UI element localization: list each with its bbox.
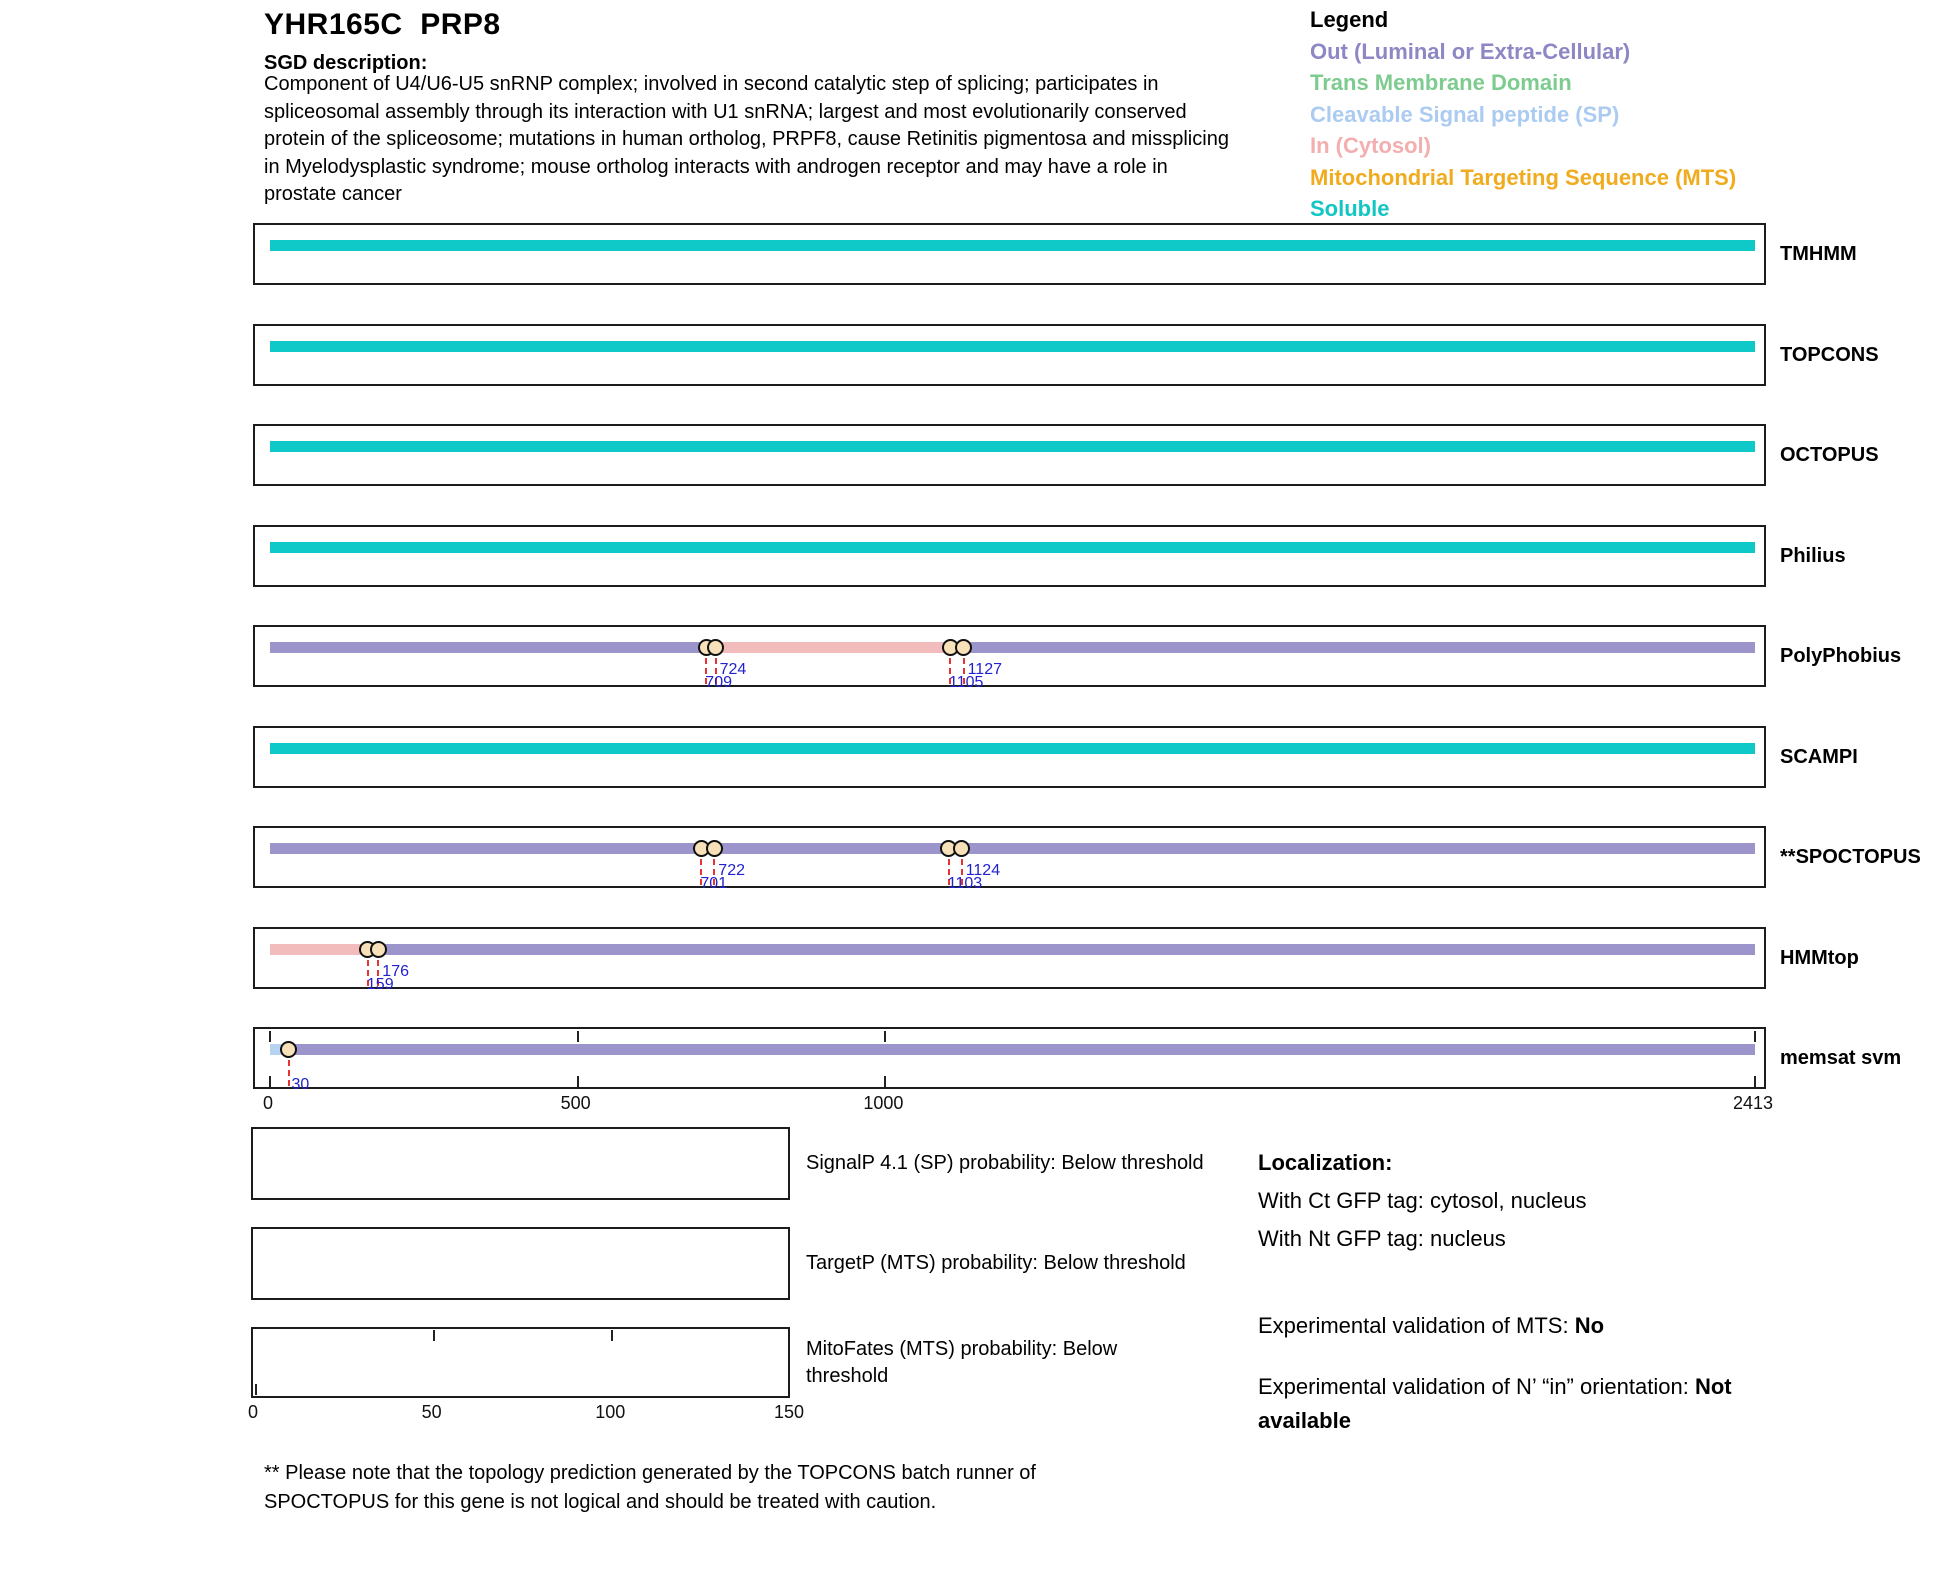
track-box-philius <box>253 525 1766 587</box>
axis-tick-label: 500 <box>560 1093 591 1113</box>
probability-plot-box-2 <box>251 1327 790 1398</box>
axis-tick-label: 2413 <box>1732 1093 1774 1113</box>
legend-item-in: In (Cytosol) <box>1310 133 1431 158</box>
marker-end-label: 1124 <box>965 862 1001 879</box>
description-line: prostate cancer <box>264 183 402 205</box>
track-label-hmmtop: HMMtop <box>1780 946 1859 969</box>
plot-axis-label: 0 <box>247 1402 258 1422</box>
track-box-memsatsvm <box>253 1027 1766 1093</box>
legend-item-out: Out (Luminal or Extra-Cellular) <box>1310 38 1631 64</box>
axis-tick-mark <box>884 1076 886 1087</box>
track-label-memsatsvm: memsat svm <box>1780 1046 1902 1069</box>
marker-start-label: 159 <box>366 976 394 993</box>
marker-end-label: 722 <box>718 862 745 879</box>
marker-end-label: 724 <box>719 661 747 678</box>
tm-boundary-icon <box>707 639 724 656</box>
segment-soluble <box>270 542 1755 553</box>
tm-boundary-icon <box>370 941 387 958</box>
track-box-tmhmm <box>253 223 1766 285</box>
legend-item-mts: Mitochondrial Targeting Sequence (MTS) <box>1310 164 1737 190</box>
mts-validation-value: No <box>1574 1313 1605 1338</box>
plot-caption-line: TargetP (MTS) probability: Below threshold <box>806 1252 1186 1274</box>
segment-out <box>289 1044 1756 1055</box>
track-label-spoctopus: **SPOCTOPUS <box>1780 845 1921 868</box>
sgd-description-text <box>264 71 1229 209</box>
marker-end-label: 1127 <box>967 661 1002 678</box>
plot-tick-mark <box>611 1330 613 1341</box>
track-label-tmhmm: TMHMM <box>1780 242 1857 265</box>
marker-end-label: 176 <box>382 963 409 980</box>
legend-title: Legend <box>1310 7 1389 32</box>
track-label-topcons: TOPCONS <box>1780 343 1879 366</box>
plot-tick-mark <box>433 1330 435 1341</box>
segment-soluble <box>270 240 1755 251</box>
description-line: protein of the spliceosome; mutations in human ortholog, PRPF8, cause Retinitis pigmentosa and missplicing <box>264 128 1229 150</box>
track-box-spoctopus <box>253 826 1766 892</box>
localization-ct-gfp: With Ct GFP tag: cytosol, nucleus <box>1258 1188 1587 1213</box>
segment-out <box>964 642 1755 653</box>
axis-tick-mark <box>269 1076 271 1087</box>
track-label-octopus: OCTOPUS <box>1780 443 1879 466</box>
axis-tick-label: 0 <box>262 1093 273 1113</box>
localization-title: Localization: <box>1258 1150 1393 1175</box>
axis-tick-mark <box>1754 1031 1756 1042</box>
legend-item-soluble: Soluble <box>1310 196 1390 221</box>
plot-axis-label: 50 <box>421 1402 442 1422</box>
segment-out <box>270 642 706 653</box>
orientation-prefix: Experimental validation of N’ “in” orientation: <box>1258 1374 1695 1399</box>
tm-boundary-icon <box>280 1041 297 1058</box>
legend-item-sp: Cleavable Signal peptide (SP) <box>1310 101 1620 127</box>
segment-soluble <box>270 341 1755 352</box>
axis-tick-mark <box>884 1031 886 1042</box>
axis-tick-label: 1000 <box>863 1093 904 1113</box>
plot-caption-line: MitoFates (MTS) probability: Below <box>806 1337 1118 1360</box>
track-box-polyphobius <box>253 625 1766 691</box>
page-title: YHR165C PRP8 <box>264 8 501 41</box>
legend-item-tm: Trans Membrane Domain <box>1310 70 1572 95</box>
legend <box>1310 4 1736 225</box>
tm-boundary-icon <box>706 840 723 857</box>
plot-caption-line: SignalP 4.1 (SP) probability: Below threshold <box>806 1152 1204 1174</box>
description-line: in Myelodysplastic syndrome; mouse ortholog interacts with androgen receptor and may have a role in <box>264 155 1168 178</box>
segment-in <box>706 642 963 653</box>
marker-start-label: 1103 <box>947 875 983 892</box>
tm-boundary-icon <box>953 840 970 857</box>
track-box-hmmtop <box>253 927 1766 993</box>
marker-start-label: 1105 <box>949 674 984 691</box>
mts-validation-line <box>1258 1313 1604 1339</box>
marker-start-label: 709 <box>705 674 732 691</box>
segment-out <box>378 944 1755 955</box>
axis-tick-mark <box>269 1031 271 1042</box>
axis-tick-mark <box>1754 1076 1756 1087</box>
segment-out <box>270 843 1755 854</box>
segment-soluble <box>270 743 1755 754</box>
marker-start-label: 701 <box>700 875 728 892</box>
orientation-value: Not available <box>1258 1374 1732 1433</box>
spoctopus-footnote-line2: SPOCTOPUS for this gene is not logical and should be treated with caution. <box>264 1491 937 1513</box>
description-line: Component of U4/U6-U5 snRNP complex; involved in second catalytic step of splicing; participates in <box>264 73 1159 95</box>
track-label-polyphobius: PolyPhobius <box>1780 644 1902 667</box>
localization-nt-gfp: With Nt GFP tag: nucleus <box>1258 1226 1506 1251</box>
orientation-validation-line <box>1258 1370 1806 1438</box>
axis-tick-mark <box>577 1076 579 1087</box>
track-box-topcons <box>253 324 1766 386</box>
track-label-scampi: SCAMPI <box>1780 745 1858 768</box>
plot-caption-line: threshold <box>806 1364 889 1387</box>
plot-caption-1 <box>806 1227 1186 1300</box>
mts-validation-prefix: Experimental validation of MTS: <box>1258 1313 1575 1338</box>
plot-axis-label: 100 <box>595 1402 626 1422</box>
probability-plot-box-1 <box>251 1227 790 1300</box>
track-box-octopus <box>253 424 1766 486</box>
axis-tick-mark <box>577 1031 579 1042</box>
description-line: spliceosomal assembly through its interaction with U1 snRNA; largest and most evolutionarily conserved <box>264 100 1187 123</box>
plot-tick-mark <box>255 1384 257 1395</box>
plot-caption-0 <box>806 1127 1204 1200</box>
tm-boundary-icon <box>955 639 972 656</box>
segment-soluble <box>270 441 1755 452</box>
sgd-description-label: SGD description: <box>264 52 428 74</box>
plot-axis-label: 150 <box>773 1402 805 1422</box>
track-label-philius: Philius <box>1780 544 1846 567</box>
track-box-scampi <box>253 726 1766 788</box>
probability-plot-box-0 <box>251 1127 790 1200</box>
spoctopus-footnote-line1: ** Please note that the topology prediction generated by the TOPCONS batch runner of <box>264 1462 1036 1484</box>
marker-position-label: 30 <box>291 1076 310 1093</box>
plot-caption-2 <box>806 1327 1117 1398</box>
